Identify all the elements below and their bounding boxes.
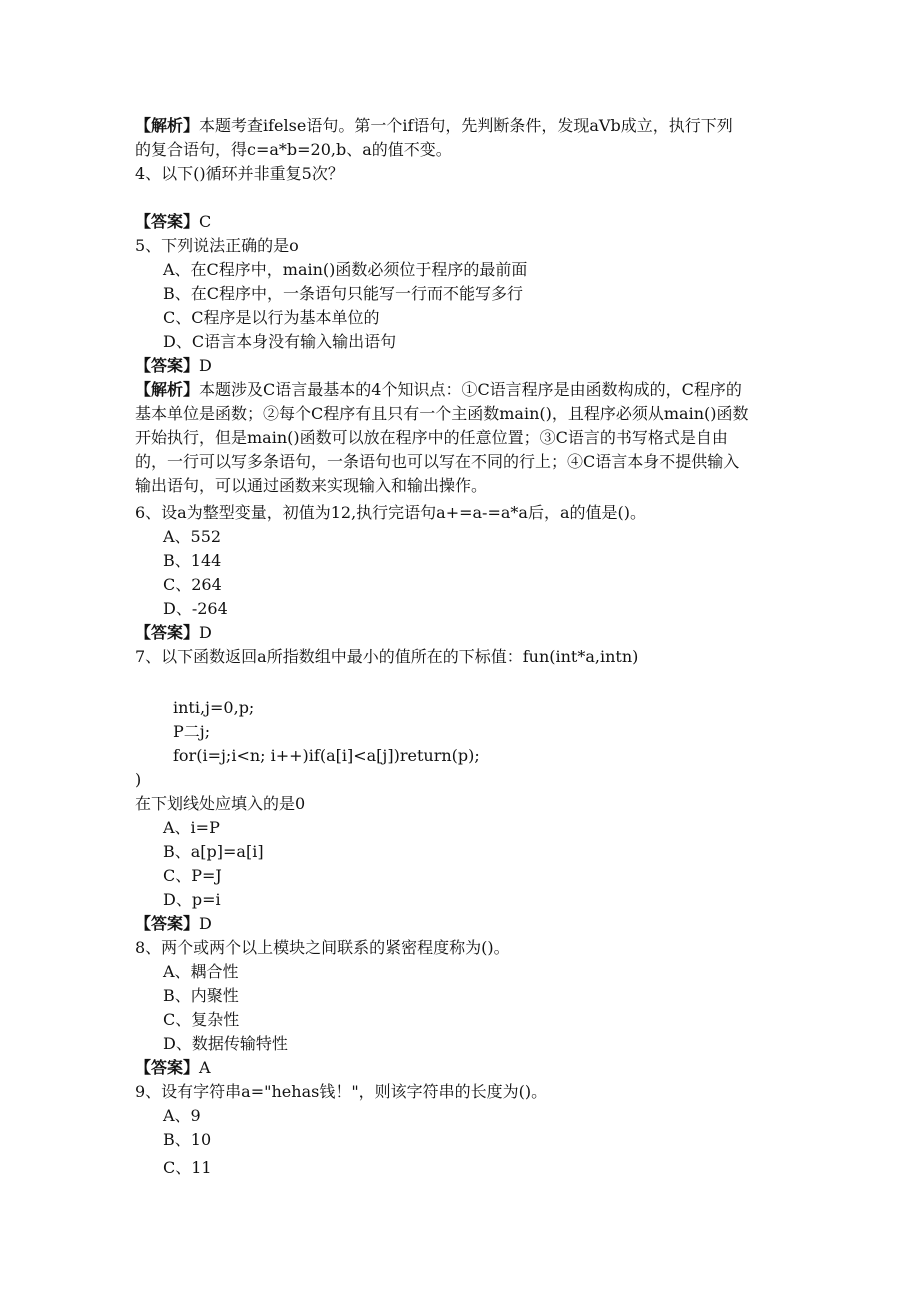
option: C、C程序是以行为基本单位的 [163,308,380,327]
option: B、10 [163,1130,212,1149]
option: A、552 [163,527,222,546]
answer-value: A [199,1058,211,1077]
answer-label: 【答案】 [135,914,200,933]
question-9: 9、设有字符串a="hehas钱！"，则该字符串的长度为()。 [135,1082,548,1101]
option: B、144 [163,551,222,570]
answer-label: 【答案】 [135,1058,200,1077]
question-5: 5、下列说法正确的是o [135,236,299,255]
code-line: inti,j=0,p; [173,698,255,717]
answer-line [135,212,211,232]
option: C、P=J [163,866,222,885]
fill-prompt: 在下划线处应填入的是0 [135,794,306,813]
option: B、在C程序中，一条语句只能写一行而不能写多行 [163,284,524,303]
option: A、i=P [163,818,220,837]
answer-line [135,356,212,376]
option: D、p=i [163,890,221,909]
answer-line [135,914,212,934]
code-close: ) [135,770,142,789]
answer-label: 【答案】 [135,356,200,375]
answer-label: 【答案】 [135,212,200,231]
option: A、耦合性 [163,962,239,981]
analysis-line [135,380,742,400]
analysis-label: 【解析】 [135,380,200,399]
answer-line [135,623,212,643]
option: C、264 [163,575,222,594]
analysis-text: 本题考查ifelse语句。第一个if语句，先判断条件，发现aVb成立，执行下列 [199,116,733,135]
analysis-text: 的，一行可以写多条语句，一条语句也可以写在不同的行上；④C语言本身不提供输入 [135,452,740,471]
option: B、a[p]=a[i] [163,842,264,861]
option: B、内聚性 [163,986,239,1005]
option: C、11 [163,1158,212,1177]
code-line: for(i=j;i<n; i++)if(a[i]<a[j])return(p); [173,746,480,765]
answer-value: C [199,212,212,231]
question-4: 4、以下()循环并非重复5次？ [135,164,344,183]
question-6: 6、设a为整型变量，初值为12,执行完语句a+=a-=a*a后，a的值是()。 [135,503,646,522]
analysis-text: 输出语句，可以通过函数来实现输入和输出操作。 [135,476,488,495]
option: A、在C程序中，main()函数必须位于程序的最前面 [163,260,528,279]
analysis-text: 本题涉及C语言最基本的4个知识点：①C语言程序是由函数构成的，C程序的 [199,380,742,399]
answer-label: 【答案】 [135,623,200,642]
question-7: 7、以下函数返回a所指数组中最小的值所在的下标值：fun(int*a,intn) [135,647,639,666]
answer-line [135,1058,211,1078]
option: A、9 [163,1106,201,1125]
analysis-text: 开始执行，但是main()函数可以放在程序中的任意位置；③C语言的书写格式是自由 [135,428,728,447]
answer-value: D [199,356,212,375]
analysis-line [135,116,733,136]
question-8: 8、两个或两个以上模块之间联系的紧密程度称为()。 [135,938,510,957]
option: D、数据传输特性 [163,1034,288,1053]
analysis-text: 基本单位是函数；②每个C程序有且只有一个主函数main()，且程序必须从main()函数 [135,404,749,423]
option: C、复杂性 [163,1010,240,1029]
answer-value: D [199,914,212,933]
option: D、-264 [163,599,228,618]
answer-value: D [199,623,212,642]
code-line: P二j; [173,722,211,741]
option: D、C语言本身没有输入输出语句 [163,332,397,351]
analysis-label: 【解析】 [135,116,200,135]
analysis-text: 的复合语句，得c=a*b=20,b、a的值不变。 [135,140,452,159]
